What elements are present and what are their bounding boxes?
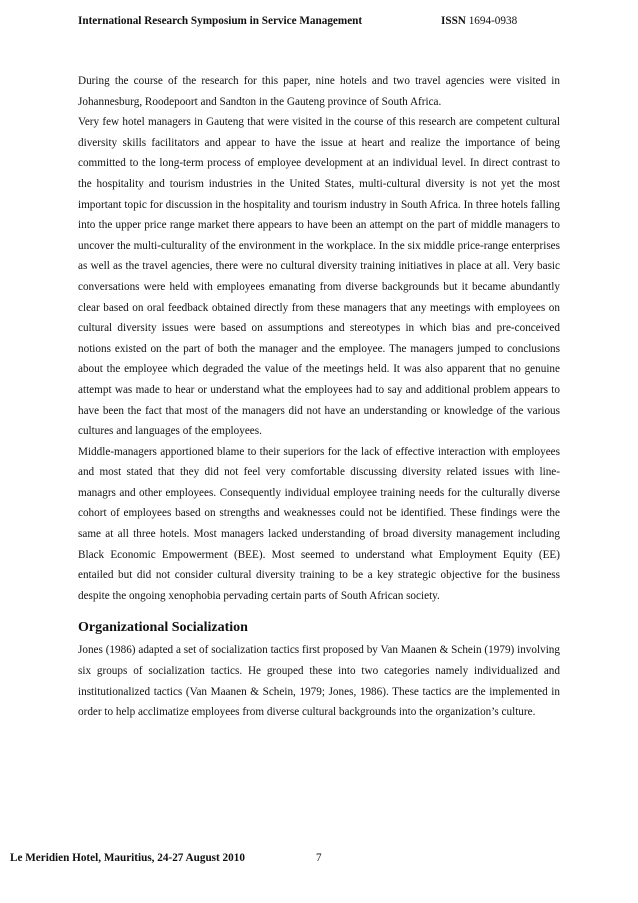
body-text bbox=[78, 71, 560, 723]
issn-label: ISSN bbox=[441, 15, 466, 27]
header-issn bbox=[441, 14, 517, 28]
paragraph-intro: During the course of the research for this paper, nine hotels and two travel agencies were visited in Johannesburg, Roodepoort and Sandton in the Gauteng province of South Africa. bbox=[78, 75, 560, 108]
header-title: International Research Symposium in Service Management bbox=[78, 15, 363, 27]
paragraph-socialization: Jones (1986) adapted a set of socialization tactics first proposed by Van Maanen & Schein (1979) involving six groups of socialization tactics. He grouped these into two categories namely individualized and institutionalized tactics (Van Maanen & Schein, 1979; Jones, 1986). These tactics are the implemented in order to help acclimatize employees from diverse cultural backgrounds into the organization’s culture. bbox=[78, 644, 560, 719]
section-heading: Organizational Socialization bbox=[78, 620, 248, 636]
paragraph-middle-managers: Middle-managers apportioned blame to their superiors for the lack of effective interaction with employees and most stated that they did not feel very comfortable discussing diversity related issues with line-managrs and other employees. Consequently individual employee training needs for the culturally diverse cohort of employees based on strengths and weaknesses could not be identified. These findings were the same at all three hotels. Most managers lacked understanding of broad diversity management including Black Economic Empowerment (BEE). Most seemed to understand what Employment Equity (EE) entailed but did not consider cultural diversity training to be a key strategic objective for the business despite the ongoing xenophobia pervading certain parts of South African society. bbox=[78, 445, 560, 602]
page-number: 7 bbox=[316, 852, 322, 864]
footer-venue: Le Meridien Hotel, Mauritius, 24-27 August 2010 bbox=[10, 852, 245, 864]
paragraph-hotel-managers: Very few hotel managers in Gauteng that were visited in the course of this research are competent cultural diversity skills facilitators and appear to have the issue at heart and realize the importance of being committed to the long-term process of employee development at an individual level. In direct contrast to the hospitality and tourism industries in the United States, multi-cultural diversity is not yet the most important topic for discussion in the hospitality and tourism industry in South Africa. In three hotels falling into the upper price range market there appears to have been an attempt on the part of middle managers to uncover the multi-culturality of the environment in the workplace. In the six middle price-range enterprises as well as the travel agencies, there were no cultural diversity training initiatives in place at all. Very basic conversations were held with employees emanating from diverse backgrounds but it became abundantly clear based on oral feedback obtained directly from these managers that any meetings with employees on cultural diversity issues were based on assumptions and stereotypes in which bias and pre-conceived notions existed on the part of both the manager and the employee. The managers jumped to conclusions about the employee which degraded the value of the meetings held. It was also apparent that no genuine attempt was made to hear or understand what the employees had to say and additional problem appears to have been the fact that most of the managers did not have an understanding or knowledge of the various cultures and languages of the employees. bbox=[78, 116, 560, 438]
issn-number: 1694-0938 bbox=[468, 15, 518, 27]
